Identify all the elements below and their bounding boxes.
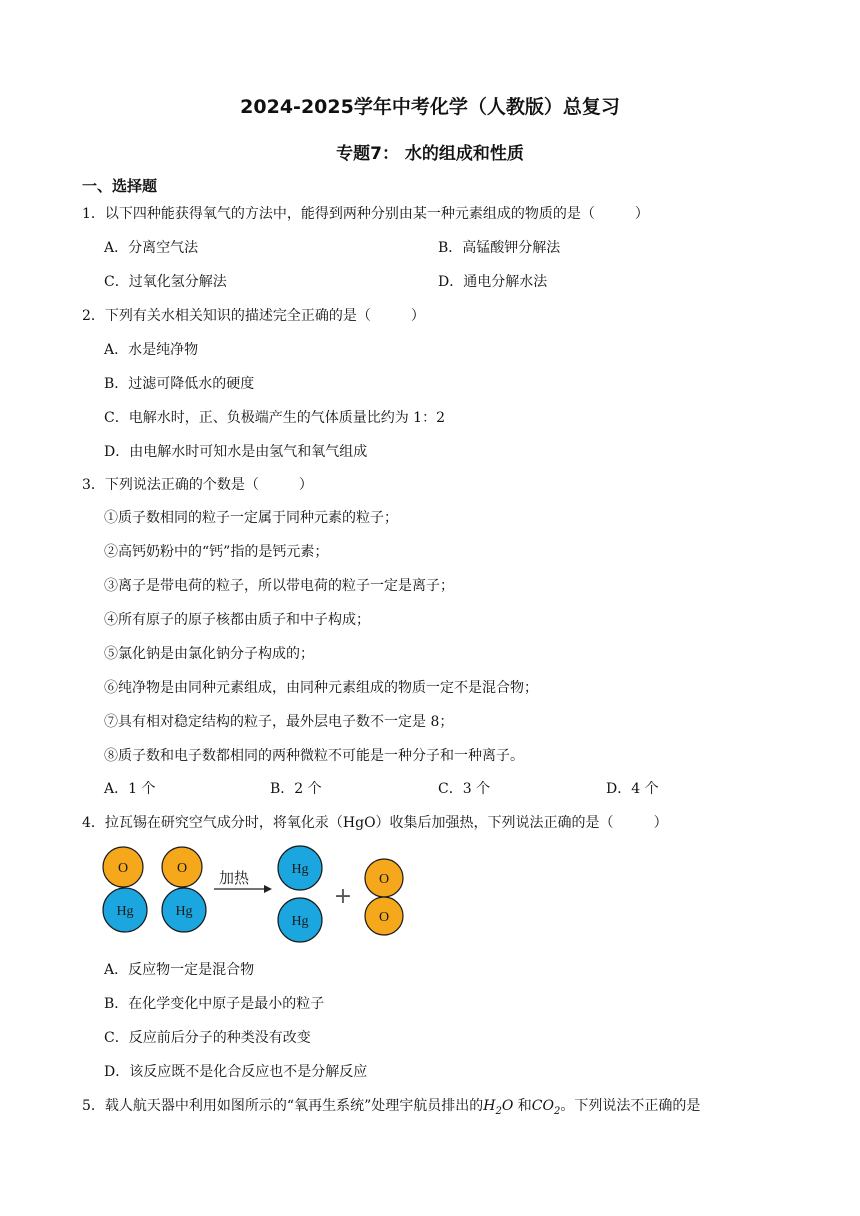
question-3-statement-7: ⑦具有相对稳定结构的粒子，最外层电子数不一定是 8；: [104, 714, 454, 730]
question-1-option-b[interactable]: B．高锰酸钾分解法: [438, 240, 561, 256]
question-3-option-d[interactable]: D．4 个: [606, 781, 659, 797]
question-2-option-a[interactable]: A．水是纯净物: [104, 342, 199, 358]
mercury-oxide-decomposition-diagram: [100, 843, 420, 945]
mercury-atom: [278, 898, 322, 942]
h2o-formula: $H_2O$: [483, 1098, 514, 1117]
plus-sign: +: [333, 884, 353, 909]
question-5-stem: 5．载人航天器中利用如图所示的“氧再生系统”处理宇航员排出的$H_2O$ 和$CO_2$。下列说法不正确的是: [82, 1098, 701, 1117]
question-4-option-b[interactable]: B．在化学变化中原子是最小的粒子: [104, 996, 325, 1012]
mercury-atom: [278, 846, 322, 890]
question-2-stem: 2．下列有关水相关知识的描述完全正确的是（ ）: [82, 308, 425, 324]
question-3-option-a[interactable]: A．1 个: [104, 781, 156, 797]
question-2-option-b[interactable]: B．过滤可降低水的硬度: [104, 376, 255, 392]
svg-text:O: O: [378, 909, 390, 925]
question-4-stem: 4．拉瓦锡在研究空气成分时，将氧化汞（HgO）收集后加强热，下列说法正确的是（ ）: [82, 815, 668, 831]
question-1-option-d[interactable]: D．通电分解水法: [438, 274, 548, 290]
mercury-atom: [103, 888, 147, 932]
question-3-statement-8: ⑧质子数和电子数都相同的两种微粒不可能是一种分子和一种离子。: [104, 748, 524, 764]
question-3-statement-5: ⑤氯化钠是由氯化钠分子构成的；: [104, 646, 314, 662]
question-1-option-a[interactable]: A．分离空气法: [104, 240, 199, 256]
question-3-stem: 3．下列说法正确的个数是（ ）: [82, 477, 313, 493]
mercury-atom: [162, 888, 206, 932]
svg-text:Hg: Hg: [175, 903, 193, 919]
question-4-option-d[interactable]: D．该反应既不是化合反应也不是分解反应: [104, 1064, 368, 1080]
co2-formula: $CO_2$: [531, 1098, 561, 1117]
question-3-statement-3: ③离子是带电荷的粒子，所以带电荷的粒子一定是离子；: [104, 578, 454, 594]
question-2-option-c[interactable]: C．电解水时，正、负极端产生的气体质量比约为 1：2: [104, 410, 445, 426]
section-heading: 一、选择题: [82, 177, 158, 195]
svg-text:Hg: Hg: [291, 861, 309, 877]
question-2-option-d[interactable]: D．由电解水时可知水是由氢气和氧气组成: [104, 444, 368, 460]
question-4-option-c[interactable]: C．反应前后分子的种类没有改变: [104, 1030, 311, 1046]
question-1-stem: 1．以下四种能获得氧气的方法中，能得到两种分别由某一种元素组成的物质的是（ ）: [82, 206, 649, 222]
question-3-statement-6: ⑥纯净物是由同种元素组成，由同种元素组成的物质一定不是混合物；: [104, 680, 538, 696]
page-subtitle: 专题7： 水的组成和性质: [336, 144, 524, 164]
question-3-option-c[interactable]: C．3 个: [438, 781, 491, 797]
question-1-option-c[interactable]: C．过氧化氢分解法: [104, 274, 227, 290]
oxygen-atom: [365, 859, 403, 897]
svg-text:Hg: Hg: [116, 903, 134, 919]
question-3-statement-1: ①质子数相同的粒子一定属于同种元素的粒子；: [104, 510, 398, 526]
svg-text:O: O: [117, 860, 129, 876]
question-3-statement-4: ④所有原子的原子核都由质子和中子构成；: [104, 612, 370, 628]
question-3-statement-2: ②高钙奶粉中的“钙”指的是钙元素；: [104, 544, 329, 560]
oxygen-atom: [162, 847, 202, 887]
svg-text:O: O: [176, 860, 188, 876]
question-4-option-a[interactable]: A．反应物一定是混合物: [104, 962, 255, 978]
svg-text:Hg: Hg: [291, 913, 309, 929]
svg-text:O: O: [378, 871, 390, 887]
oxygen-atom: [103, 847, 143, 887]
page-title: 2024-2025学年中考化学（人教版）总复习: [240, 96, 620, 118]
question-3-option-b[interactable]: B．2 个: [270, 781, 322, 797]
arrow-label-heating: 加热: [218, 869, 250, 887]
oxygen-atom: [365, 897, 403, 935]
